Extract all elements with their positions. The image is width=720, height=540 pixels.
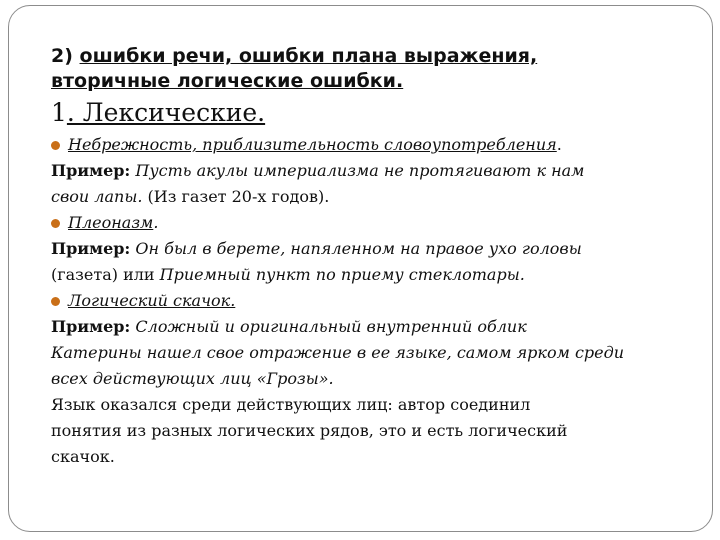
example-source: (Из газет 20-х годов). bbox=[142, 187, 330, 206]
example-line bbox=[51, 314, 701, 340]
slide-heading bbox=[51, 44, 701, 94]
example-line bbox=[51, 158, 701, 184]
bullet-term: Логический скачок. bbox=[68, 291, 236, 310]
conclusion-line: Язык оказался среди действующих лиц: автор соединил bbox=[51, 395, 531, 414]
bullet-item-2 bbox=[51, 210, 701, 236]
example-line bbox=[51, 236, 701, 262]
example-plain-text: (газета) или bbox=[51, 265, 160, 284]
example-text: Катерины нашел свое отражение в ее языке, самом ярком среди bbox=[51, 343, 625, 362]
example-line bbox=[51, 366, 701, 392]
slide-frame bbox=[8, 5, 713, 532]
example-line bbox=[51, 340, 701, 366]
bullet-term-suffix: . bbox=[153, 213, 159, 232]
bullet-dot-icon bbox=[51, 219, 60, 228]
example-text: Пусть акулы империализма не протягивают к нам bbox=[130, 161, 585, 180]
example-line bbox=[51, 262, 701, 288]
example-text: свои лапы. bbox=[51, 187, 143, 206]
example-label: Пример: bbox=[51, 239, 131, 258]
conclusion-line: скачок. bbox=[51, 447, 115, 466]
conclusion-line: понятия из разных логических рядов, это и есть логический bbox=[51, 421, 568, 440]
example-text: Приемный пункт по приему стеклотары. bbox=[159, 265, 525, 284]
section-number: 1 bbox=[51, 98, 67, 127]
example-label: Пример: bbox=[51, 161, 131, 180]
example-text: всех действующих лиц «Грозы». bbox=[51, 369, 334, 388]
bullet-item-3 bbox=[51, 288, 701, 314]
section-title bbox=[51, 98, 701, 128]
heading-line-1: ошибки речи, ошибки плана выражения, bbox=[79, 45, 538, 67]
example-label: Пример: bbox=[51, 317, 131, 336]
section-title-text: . Лексические. bbox=[66, 98, 266, 127]
bullet-term: Небрежность, приблизительность словоупотребления bbox=[68, 135, 557, 154]
bullet-term: Плеоназм bbox=[68, 213, 154, 232]
example-text: Он был в берете, напяленном на правое ухо головы bbox=[130, 239, 582, 258]
heading-number: 2) bbox=[51, 45, 80, 67]
bullet-term-suffix: . bbox=[556, 135, 562, 154]
slide-content bbox=[51, 44, 701, 470]
bullet-dot-icon bbox=[51, 141, 60, 150]
example-text: Сложный и оригинальный внутренний облик bbox=[130, 317, 527, 336]
bullet-dot-icon bbox=[51, 297, 60, 306]
bullet-item-1 bbox=[51, 132, 701, 158]
example-line bbox=[51, 184, 701, 210]
heading-line-2: вторичные логические ошибки. bbox=[51, 70, 404, 92]
